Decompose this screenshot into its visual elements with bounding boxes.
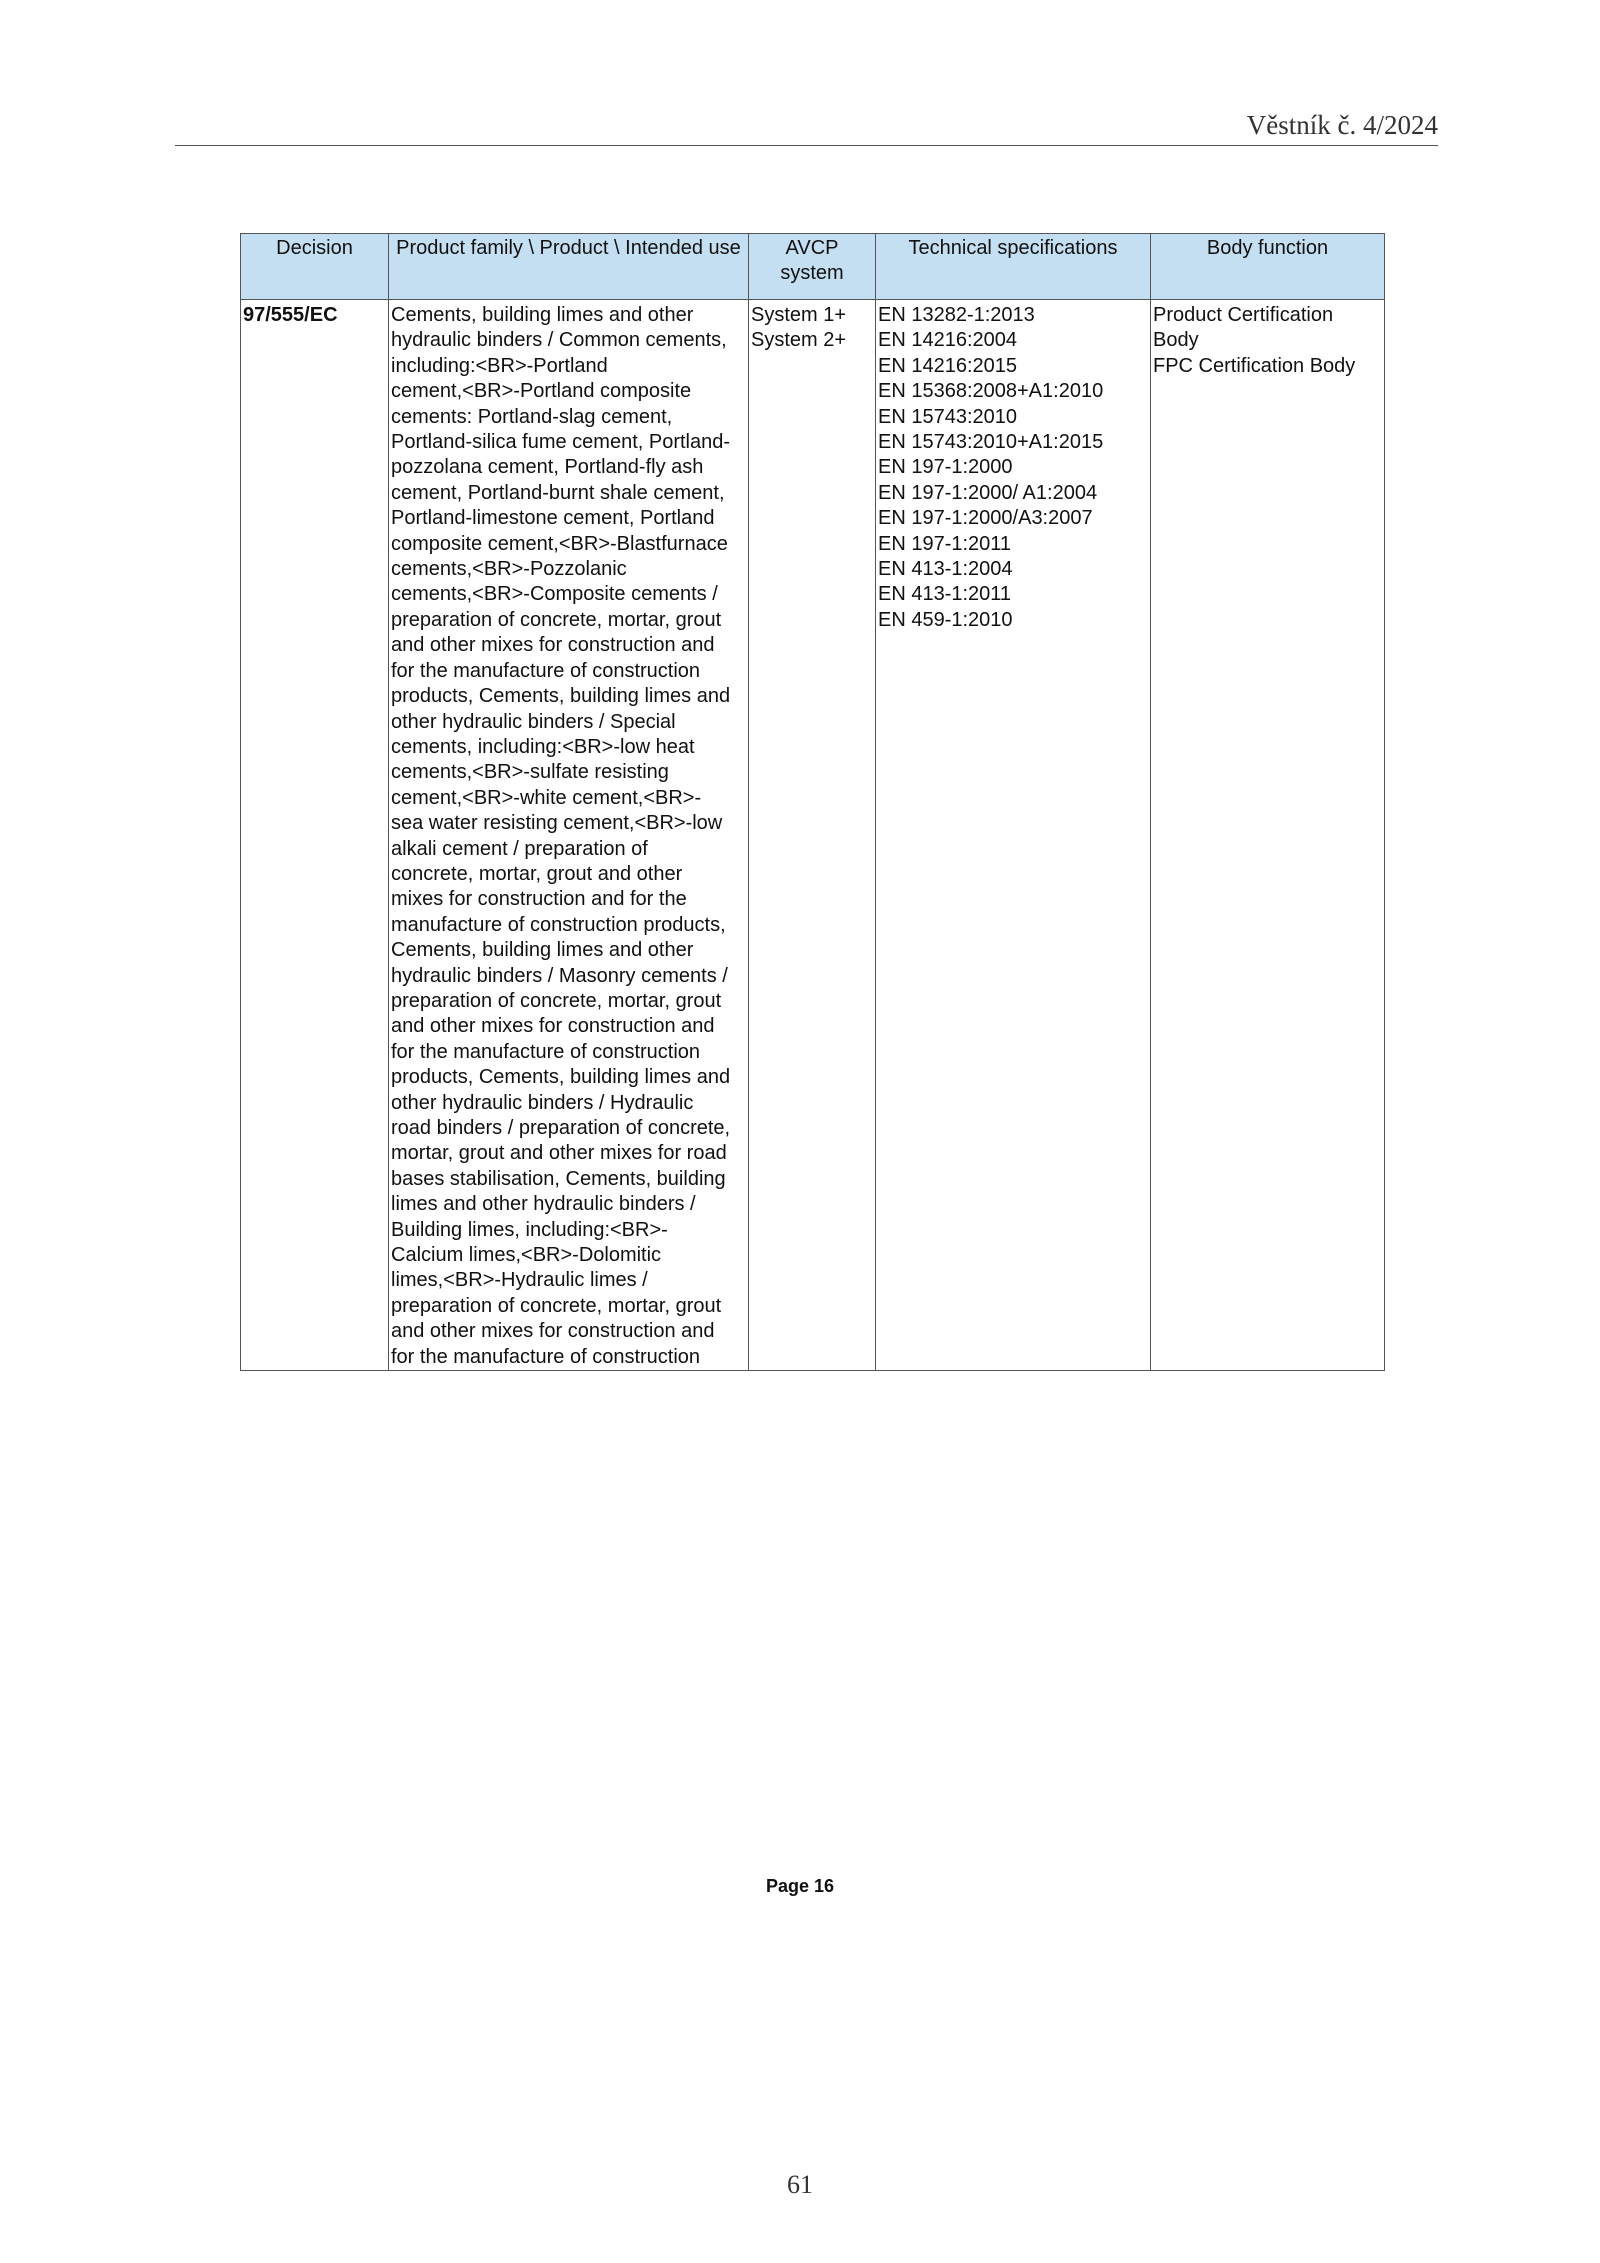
col-header-decision: Decision <box>241 234 389 300</box>
cell-line: Portland-silica fume cement, Portland- <box>391 431 731 454</box>
cell-line: road binders / preparation of concrete, <box>391 1117 731 1139</box>
product-lines <box>391 303 748 1370</box>
cell-line: cement,<BR>-Portland composite <box>391 380 692 403</box>
cell-line: and other mixes for construction and <box>391 1015 715 1038</box>
cell-line: hydraulic binders / Common cements, <box>391 329 727 352</box>
cell-line: bases stabilisation, Cements, building <box>391 1167 726 1190</box>
cell-line: mortar, grout and other mixes for road <box>391 1142 727 1165</box>
col-header-product: Product family \ Product \ Intended use <box>389 234 749 300</box>
cell-line: for the manufacture of construction <box>391 659 701 682</box>
journal-title: Věstník č. 4/2024 <box>1246 110 1438 140</box>
cell-line: cements, including:<BR>-low heat <box>391 735 695 758</box>
cell-line: EN 14216:2015 <box>878 354 1018 377</box>
decision-cell: 97/555/EC <box>241 300 389 1371</box>
table-header-row <box>241 234 1385 300</box>
cell-line: products, Cements, building limes and <box>391 685 731 708</box>
cell-line: EN 413-1:2011 <box>878 583 1012 606</box>
col-header-avcp: AVCP system <box>749 234 876 300</box>
cell-line: EN 197-1:2000 <box>878 456 1013 479</box>
cell-line: cements,<BR>-sulfate resisting <box>391 761 669 784</box>
cell-line: alkali cement / preparation of <box>391 837 648 860</box>
page-number: 61 <box>787 2170 813 2199</box>
page-label: Page 16 <box>765 1876 835 1896</box>
cell-line: cements: Portland-slag cement, <box>391 405 673 428</box>
cell-line: EN 15368:2008+A1:2010 <box>878 380 1104 403</box>
col-header-specs: Technical specifications <box>876 234 1151 300</box>
cell-line: EN 197-1:2000/ A1:2004 <box>878 481 1098 504</box>
cell-line: products, Cements, building limes and <box>391 1066 731 1089</box>
cell-line: preparation of concrete, mortar, grout <box>391 608 722 631</box>
cell-line: other hydraulic binders / Hydraulic <box>391 1091 694 1114</box>
cell-line: Body <box>1153 329 1199 352</box>
cell-line: and other mixes for construction and <box>391 634 715 657</box>
cell-line: composite cement,<BR>-Blastfurnace <box>391 532 728 555</box>
cell-line: manufacture of construction products, <box>391 913 726 936</box>
cpr-table <box>240 233 1385 1371</box>
cell-line: cement, Portland-burnt shale cement, <box>391 481 725 504</box>
cell-line: cements,<BR>-Composite cements / <box>391 583 718 606</box>
page-header <box>175 110 1438 146</box>
specs-cell <box>876 300 1151 1371</box>
cell-line: cement,<BR>-white cement,<BR>- <box>391 786 702 809</box>
cell-line: EN 13282-1:2013 <box>878 304 1035 326</box>
cell-line: FPC Certification Body <box>1153 354 1356 377</box>
cell-line: Cements, building limes and other <box>391 939 694 962</box>
cell-line: for the manufacture of construction <box>391 1040 701 1063</box>
avcp-lines <box>751 303 875 354</box>
cell-line: EN 197-1:2000/A3:2007 <box>878 507 1093 530</box>
specs-lines <box>878 303 1150 633</box>
cell-line: EN 459-1:2010 <box>878 608 1013 631</box>
body-lines <box>1153 303 1384 379</box>
cell-line: preparation of concrete, mortar, grout <box>391 989 722 1012</box>
avcp-cell <box>749 300 876 1371</box>
cell-line: and other mixes for construction and <box>391 1320 715 1343</box>
cell-line: EN 15743:2010 <box>878 405 1018 428</box>
cell-line: Portland-limestone cement, Portland <box>391 507 715 530</box>
cell-line: preparation of concrete, mortar, grout <box>391 1294 722 1317</box>
cell-line: Cements, building limes and other <box>391 304 694 326</box>
cell-line: EN 14216:2004 <box>878 329 1018 352</box>
cell-line: Product Certification <box>1153 304 1334 326</box>
cell-line: other hydraulic binders / Special <box>391 710 676 733</box>
cell-line: sea water resisting cement,<BR>-low <box>391 812 723 835</box>
cell-line: limes,<BR>-Hydraulic limes / <box>391 1269 648 1292</box>
body-cell <box>1151 300 1385 1371</box>
cell-line: EN 197-1:2011 <box>878 532 1012 555</box>
cell-line: System 2+ <box>751 329 847 352</box>
cell-line: cements,<BR>-Pozzolanic <box>391 558 627 581</box>
cell-line: concrete, mortar, grout and other <box>391 862 683 885</box>
cell-line: EN 15743:2010+A1:2015 <box>878 431 1104 454</box>
cell-line: for the manufacture of construction <box>391 1345 701 1368</box>
col-header-body: Body function <box>1151 234 1385 300</box>
cell-line: System 1+ <box>751 304 847 326</box>
product-cell <box>389 300 749 1371</box>
cell-line: Building limes, including:<BR>- <box>391 1218 668 1241</box>
cell-line: mixes for construction and for the <box>391 888 687 911</box>
cell-line: hydraulic binders / Masonry cements / <box>391 964 728 987</box>
cell-line: EN 413-1:2004 <box>878 558 1013 581</box>
cell-line: pozzolana cement, Portland-fly ash <box>391 456 704 479</box>
table-row <box>241 300 1385 1371</box>
cell-line: limes and other hydraulic binders / <box>391 1193 696 1216</box>
cell-line: including:<BR>-Portland <box>391 354 608 377</box>
cell-line: Calcium limes,<BR>-Dolomitic <box>391 1244 662 1267</box>
